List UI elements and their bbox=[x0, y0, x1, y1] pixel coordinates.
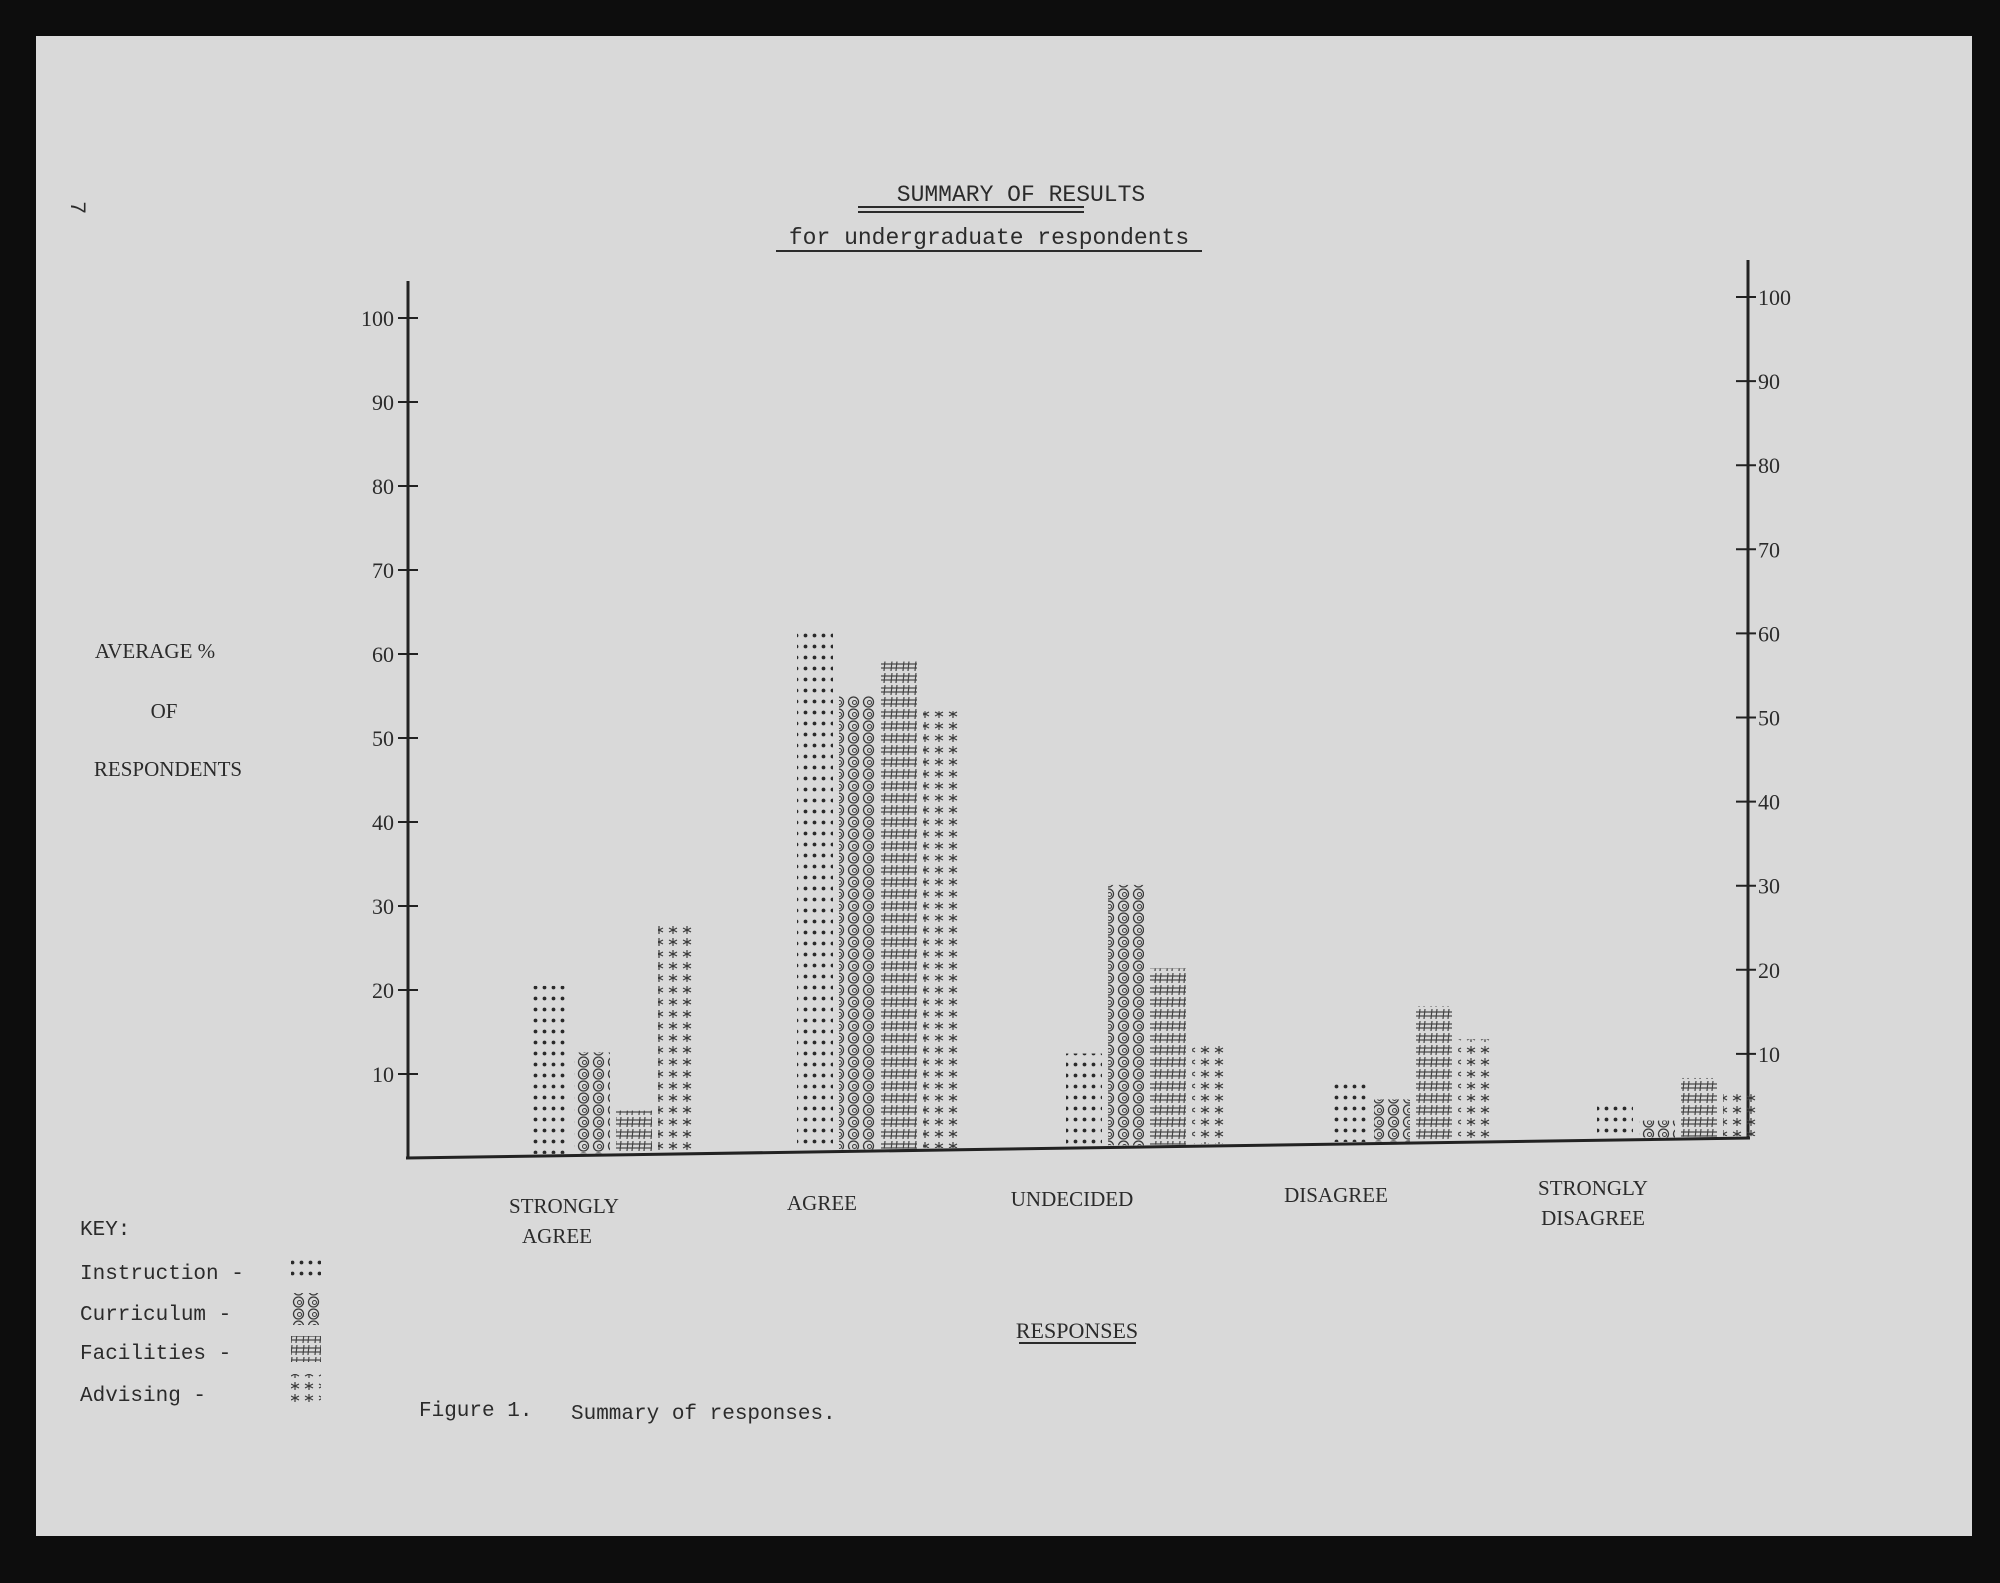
bar-advising-undecided bbox=[1192, 1043, 1228, 1144]
category-label-disagree: DISAGREE bbox=[1284, 1183, 1388, 1207]
bars-group bbox=[532, 629, 1759, 1154]
bar-facilities-agree bbox=[881, 661, 917, 1148]
bar-curriculum-disagree bbox=[1374, 1099, 1410, 1141]
bar-facilities-undecided bbox=[1150, 968, 1186, 1144]
page-number: 7 bbox=[64, 201, 89, 215]
y-tick-label-right-100: 100 bbox=[1758, 285, 1791, 310]
y-tick-label-left-90: 90 bbox=[372, 390, 394, 415]
bar-facilities-strongly-disagree bbox=[1681, 1078, 1717, 1137]
figure-caption-text: Summary of responses. bbox=[571, 1403, 836, 1426]
y-tick-label-right-90: 90 bbox=[1758, 369, 1780, 395]
category-label-strongly-disagree-1: STRONGLY bbox=[1538, 1176, 1648, 1200]
document-page bbox=[36, 36, 1972, 1536]
bar-facilities-strongly-agree bbox=[616, 1111, 652, 1153]
bar-advising-disagree bbox=[1458, 1039, 1494, 1140]
y-axis-label-line-2: OF bbox=[150, 699, 178, 723]
bar-instruction-undecided bbox=[1066, 1054, 1102, 1146]
y-axis-right-ticks bbox=[1736, 285, 1791, 1067]
chart-title: SUMMARY OF RESULTS bbox=[896, 182, 1146, 208]
bar-curriculum-strongly-disagree bbox=[1639, 1121, 1675, 1138]
bar-chart bbox=[36, 36, 1972, 1536]
legend-swatch-instruction bbox=[291, 1260, 321, 1282]
category-label-strongly-disagree-2: DISAGREE bbox=[1541, 1206, 1645, 1230]
y-tick-label-right-50: 50 bbox=[1758, 705, 1780, 731]
y-tick-label-left-100: 100 bbox=[361, 306, 394, 331]
y-tick-label-right-70: 70 bbox=[1758, 537, 1780, 563]
x-axis-title: RESPONSES bbox=[1015, 1318, 1139, 1343]
bar-advising-agree bbox=[923, 711, 959, 1148]
y-tick-label-left-80: 80 bbox=[372, 474, 394, 499]
y-axis-label-line-3: RESPONDENTS bbox=[93, 757, 243, 781]
y-tick-label-right-40: 40 bbox=[1758, 789, 1780, 815]
legend-label-curriculum: Curriculum - bbox=[80, 1304, 232, 1327]
legend-swatch-advising bbox=[291, 1374, 321, 1402]
chart-subtitle: for undergraduate respondents bbox=[788, 225, 1190, 251]
category-label-agree: AGREE bbox=[787, 1191, 857, 1215]
figure-caption-label: Figure 1. bbox=[419, 1400, 533, 1423]
y-tick-label-right-60: 60 bbox=[1758, 621, 1780, 647]
y-tick-label-right-80: 80 bbox=[1758, 453, 1780, 479]
y-tick-label-left-30: 30 bbox=[372, 894, 394, 919]
bar-curriculum-strongly-agree bbox=[574, 1052, 610, 1153]
y-tick-label-left-50: 50 bbox=[372, 726, 394, 751]
category-label-undecided: UNDECIDED bbox=[1010, 1187, 1134, 1211]
y-tick-label-left-10: 10 bbox=[372, 1062, 394, 1087]
y-tick-label-left-60: 60 bbox=[372, 642, 394, 667]
bar-advising-strongly-disagree bbox=[1723, 1094, 1759, 1136]
bar-curriculum-undecided bbox=[1108, 885, 1144, 1145]
bar-instruction-disagree bbox=[1332, 1083, 1368, 1142]
y-tick-label-right-20: 20 bbox=[1758, 957, 1780, 983]
y-tick-label-right-10: 10 bbox=[1758, 1041, 1780, 1067]
legend-swatch-facilities bbox=[291, 1336, 321, 1362]
legend-label-advising: Advising - bbox=[80, 1385, 207, 1408]
bar-instruction-strongly-agree bbox=[532, 986, 568, 1154]
y-tick-label-left-40: 40 bbox=[372, 810, 394, 835]
legend-swatch-curriculum bbox=[291, 1293, 321, 1325]
bar-advising-strongly-agree bbox=[658, 925, 694, 1152]
legend-label-instruction: Instruction - bbox=[80, 1263, 244, 1286]
legend-title: KEY: bbox=[80, 1219, 131, 1242]
category-label-strongly-agree-2: AGREE bbox=[522, 1224, 592, 1248]
y-axis-label-line-1: AVERAGE % bbox=[94, 639, 216, 663]
bar-instruction-agree bbox=[797, 629, 833, 1150]
y-tick-label-right-30: 30 bbox=[1758, 873, 1780, 899]
bar-instruction-strongly-disagree bbox=[1597, 1104, 1633, 1138]
legend-label-facilities: Facilities - bbox=[80, 1343, 232, 1366]
bar-curriculum-agree bbox=[839, 696, 875, 1150]
category-label-strongly-agree-1: STRONGLY bbox=[509, 1194, 619, 1218]
bar-facilities-disagree bbox=[1416, 1006, 1452, 1140]
y-tick-label-left-70: 70 bbox=[372, 558, 394, 583]
y-tick-label-left-20: 20 bbox=[372, 978, 394, 1003]
